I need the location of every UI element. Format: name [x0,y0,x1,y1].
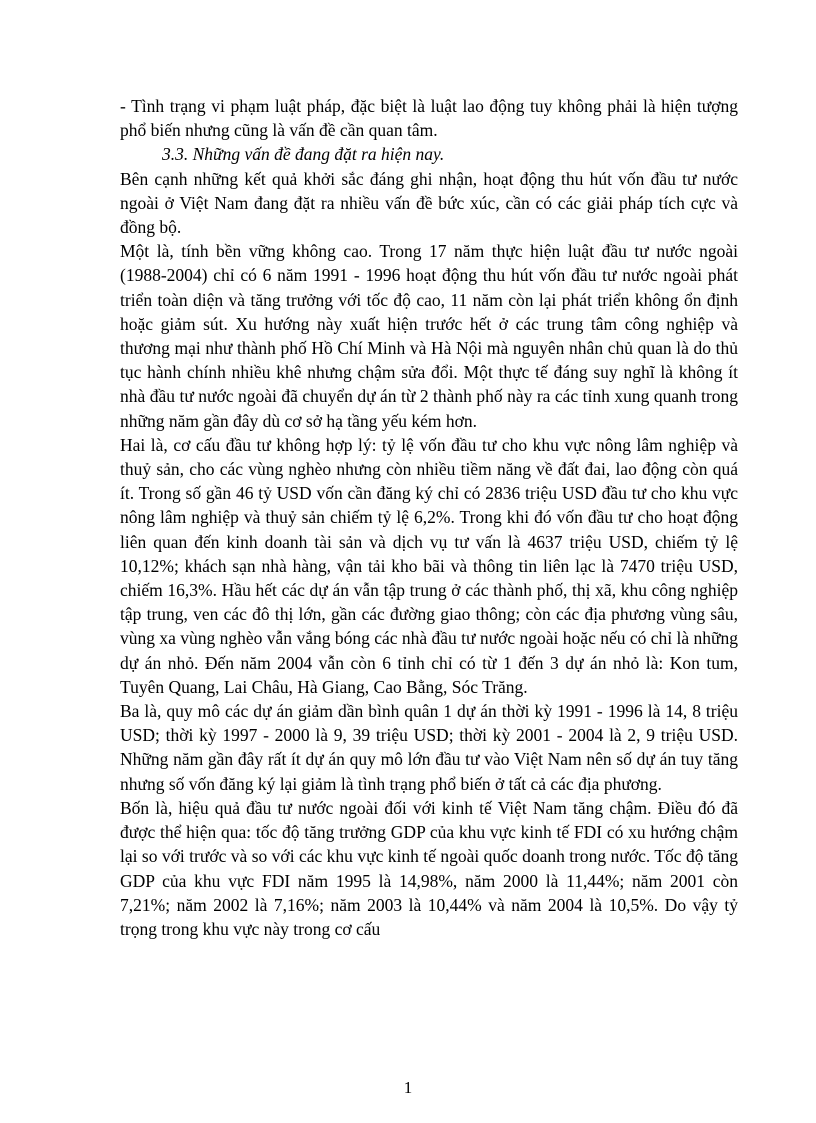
paragraph-second-issue: Hai là, cơ cấu đầu tư không hợp lý: tỷ lệ vốn đầu tư cho khu vực nông lâm nghiệp và thuỷ sản, cho các vùng nghèo nhưng còn nhiều tiềm năng về đất đai, lao động còn quá ít. Trong số gần 46 tỷ USD vốn cần đăng ký chỉ có 2836 triệu USD đầu tư cho khu vực nông lâm nghiệp và thuỷ sản chiếm tỷ lệ 6,2%. Trong khi đó vốn đầu tư cho hoạt động liên quan đến kinh doanh tài sản và dịch vụ tư vấn là 4637 triệu USD, chiếm tỷ lệ 10,12%; khách sạn nhà hàng, vận tải kho bãi và thông tin liên lạc là 7470 triệu USD, chiếm 16,3%. Hầu hết các dự án vẫn tập trung ở các thành phố, thị xã, khu công nghiệp tập trung, ven các đô thị lớn, gần các đường giao thông; còn các địa phương vùng sâu, vùng xa vùng nghèo vẫn vắng bóng các nhà đầu tư nước ngoài hoặc nếu có chỉ là những dự án nhỏ. Đến năm 2004 vẫn còn 6 tỉnh chỉ có từ 1 đến 3 dự án nhỏ là: Kon tum, Tuyên Quang, Lai Châu, Hà Giang, Cao Bằng, Sóc Trăng. [120,434,738,697]
document-body [120,94,738,941]
paragraph-text: - Tình trạng vi phạm luật pháp, đặc biệt là luật lao động tuy không phải là hiện tượng phổ biến nhưng cũng là vấn đề cần quan tâm. [120,96,738,141]
paragraph-first-issue: Một là, tính bền vững không cao. Trong 17 năm thực hiện luật đầu tư nước ngoài (1988-2004) chỉ có 6 năm 1991 - 1996 hoạt động thu hút vốn đầu tư nước ngoài phát triển toàn diện và tăng trưởng với tốc độ cao, 11 năm còn lại phát triển không ổn định hoặc giảm sút. Xu hướng này xuất hiện trước hết ở các trung tâm công nghiệp và thương mại như thành phố Hồ Chí Minh và Hà Nội mà nguyên nhân chủ quan là do thủ tục hành chính nhiều khê nhưng chậm sửa đổi. Một thực tế đáng suy nghĩ là không ít nhà đầu tư nước ngoài đã chuyển dự án từ 2 thành phố này ra các tỉnh xung quanh trong những năm gần đây dù cơ sở hạ tầng yếu kém hơn. [120,241,738,431]
paragraph-labor-law-violations [120,94,738,142]
paragraph-third-issue: Ba là, quy mô các dự án giảm dần bình quân 1 dự án thời kỳ 1991 - 1996 là 14, 8 triệu USD; thời kỳ 1997 - 2000 là 9, 39 triệu USD; thời kỳ 2001 - 2004 là 2, 9 triệu USD. Những năm gần đây rất ít dự án quy mô lớn đầu tư vào Việt Nam nên số dự án tuy tăng nhưng số vốn đăng ký lại giảm là tình trạng phổ biến ở tất cả các địa phương. [120,701,738,794]
paragraph-fourth-issue: Bốn là, hiệu quả đầu tư nước ngoài đối với kinh tế Việt Nam tăng chậm. Điều đó đã được thể hiện qua: tốc độ tăng trưởng GDP của khu vực kinh tế FDI có xu hướng chậm lại so với trước và so với các khu vực kinh tế ngoài quốc doanh trong nước. Tốc độ tăng GDP của khu vực FDI năm 1995 là 14,98%, năm 2000 là 11,44%; năm 2001 còn 7,21%; năm 2002 là 7,16%; năm 2003 là 10,44% và năm 2004 là 10,5%. Do vậy tỷ trọng trong khu vực này trong cơ cấu [120,797,738,939]
section-heading: 3.3. Những vấn đề đang đặt ra hiện nay. [162,144,445,165]
page-number: 1 [403,1078,413,1097]
paragraph-intro: Bên cạnh những kết quả khởi sắc đáng ghi nhận, hoạt động thu hút vốn đầu tư nước ngoài ở Việt Nam đang đặt ra nhiều vấn đề bức xúc, cần có các giải pháp tích cực và đồng bộ. [120,168,738,238]
